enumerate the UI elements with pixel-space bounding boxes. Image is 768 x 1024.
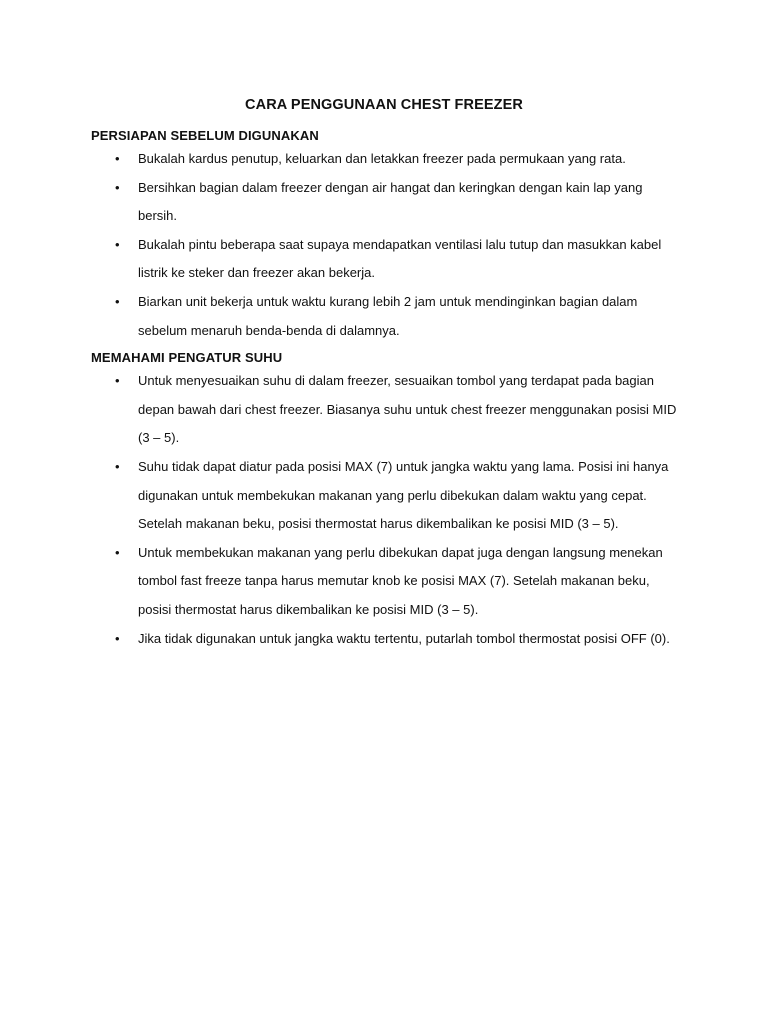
bullet-icon: • (115, 373, 120, 389)
list-item (91, 625, 691, 654)
section-heading: MEMAHAMI PENGATUR SUHU (91, 350, 283, 366)
list-item (91, 288, 691, 345)
document-body (91, 127, 691, 653)
bullet-icon: • (115, 179, 120, 195)
list-item (91, 174, 691, 231)
section-heading: PERSIAPAN SEBELUM DIGUNAKAN (91, 128, 319, 143)
bullet-icon: • (115, 544, 120, 560)
list-item-text: Bersihkan bagian dalam freezer dengan air hangat dan keringkan dengan kain lap yang bersih. (138, 179, 643, 224)
list-item (91, 231, 691, 288)
section-memahami (91, 349, 691, 653)
list-item-text: Untuk membekukan makanan yang perlu dibekukan dapat juga dengan langsung menekan tombol fast freeze tanpa harus memutar knob ke posisi MAX (7). Setelah makanan beku, posisi thermostat harus dikembalikan ke posisi MID (3 – 5). (138, 544, 663, 617)
bullet-icon: • (115, 151, 120, 166)
list-item-text: Bukalah pintu beberapa saat supaya mendapatkan ventilasi lalu tutup dan masukkan kabel listrik ke steker dan freezer akan bekerja. (138, 236, 662, 281)
bullet-list (91, 367, 691, 653)
bullet-list (91, 145, 691, 345)
list-item (91, 539, 691, 625)
list-item-text: Suhu tidak dapat diatur pada posisi MAX (7) untuk jangka waktu yang lama. Posisi ini hanya digunakan untuk membekukan makanan yang perlu dibekukan dalam waktu yang cepat. Setelah makanan beku, posisi thermostat harus dikembalikan ke posisi MID (3 – 5). (138, 458, 669, 532)
bullet-icon: • (115, 630, 120, 646)
list-item (91, 367, 691, 453)
list-item-text: Biarkan unit bekerja untuk waktu kurang lebih 2 jam untuk mendinginkan bagian dalam sebelum menaruh benda-benda di dalamnya. (138, 293, 638, 338)
list-item-text: Untuk menyesuaikan suhu di dalam freezer, sesuaikan tombol yang terdapat pada bagian depan bawah dari chest freezer. Biasanya suhu untuk chest freezer menggunakan posisi MID (3 – 5). (138, 373, 677, 446)
list-item (91, 145, 691, 174)
list-item-text: Jika tidak digunakan untuk jangka waktu tertentu, putarlah tombol thermostat posisi OFF (0). (138, 630, 670, 646)
bullet-icon: • (115, 236, 120, 252)
page-title: CARA PENGGUNAAN CHEST FREEZER (245, 97, 523, 113)
list-item (91, 453, 691, 539)
bullet-icon: • (115, 293, 120, 309)
section-persiapan (91, 127, 691, 345)
bullet-icon: • (115, 458, 120, 474)
list-item-text: Bukalah kardus penutup, keluarkan dan letakkan freezer pada permukaan yang rata. (138, 151, 626, 166)
